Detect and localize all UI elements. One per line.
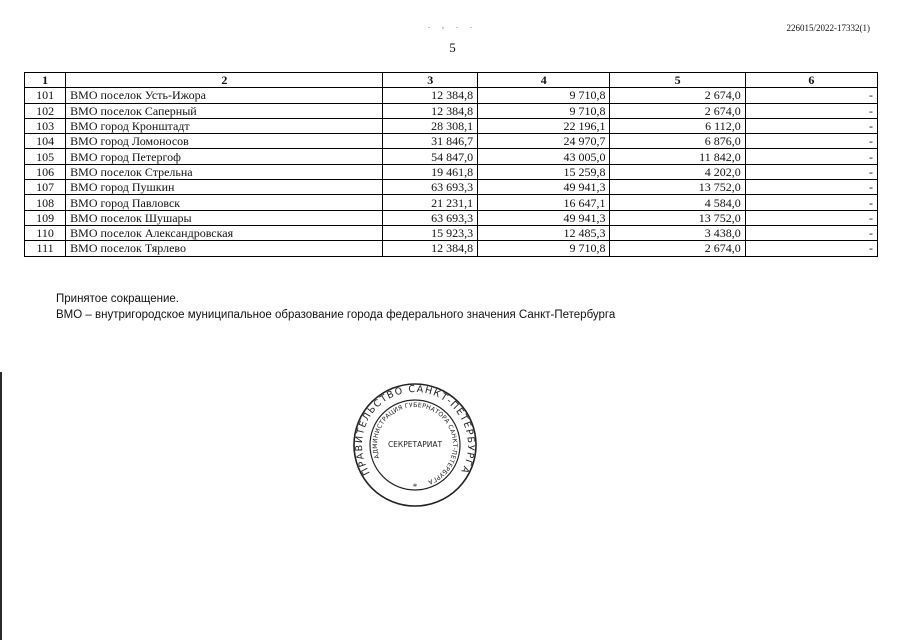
table-row (25, 164, 878, 179)
municipality-cell: ВМО город Кронштадт (66, 118, 383, 133)
value-cell: - (745, 103, 877, 118)
value-cell: - (745, 149, 877, 164)
column-header: 3 (383, 73, 478, 88)
column-header: 1 (25, 73, 66, 88)
table-row (25, 134, 878, 149)
value-cell: - (745, 164, 877, 179)
value-cell: 43 005,0 (478, 149, 610, 164)
abbreviation-definition: ВМО – внутригородское муниципальное образование города федерального значения Санкт-Петербурга (56, 309, 616, 321)
value-cell: 24 970,7 (478, 134, 610, 149)
value-cell: - (745, 225, 877, 240)
value-cell: 15 923,3 (383, 225, 478, 240)
table-row (25, 103, 878, 118)
table-row (25, 180, 878, 195)
value-cell: 2 674,0 (610, 103, 745, 118)
value-cell: 9 710,8 (478, 103, 610, 118)
municipality-cell: ВМО поселок Саперный (66, 103, 383, 118)
row-number-cell: 109 (25, 210, 66, 225)
value-cell: 4 584,0 (610, 195, 745, 210)
value-cell: 3 438,0 (610, 225, 745, 240)
column-header: 5 (610, 73, 745, 88)
value-cell: 49 941,3 (478, 210, 610, 225)
value-cell: 6 876,0 (610, 134, 745, 149)
municipality-cell: ВМО город Павловск (66, 195, 383, 210)
municipality-cell: ВМО поселок Александровская (66, 225, 383, 240)
table-row (25, 118, 878, 133)
row-number-cell: 107 (25, 180, 66, 195)
municipality-cell: ВМО поселок Тярлево (66, 241, 383, 256)
table-row (25, 88, 878, 103)
table-header-row (25, 73, 878, 88)
official-seal-stamp (352, 382, 478, 508)
municipality-cell: ВМО поселок Стрельна (66, 164, 383, 179)
allocation-table (24, 72, 878, 257)
table-row (25, 195, 878, 210)
value-cell: 16 647,1 (478, 195, 610, 210)
value-cell: 15 259,8 (478, 164, 610, 179)
value-cell: 11 842,0 (610, 149, 745, 164)
stamp-star-icon: * (412, 482, 418, 492)
value-cell: 6 112,0 (610, 118, 745, 133)
stamp-inner-text: АДМИНИСТРАЦИЯ ГУБЕРНАТОРА САНКТ-ПЕТЕРБУРГА (371, 401, 459, 486)
value-cell: 12 485,3 (478, 225, 610, 240)
row-number-cell: 106 (25, 164, 66, 179)
value-cell: 63 693,3 (383, 180, 478, 195)
row-number-cell: 103 (25, 118, 66, 133)
value-cell: 31 846,7 (383, 134, 478, 149)
value-cell: - (745, 134, 877, 149)
footnote (56, 291, 615, 323)
value-cell: 63 693,3 (383, 210, 478, 225)
value-cell: 13 752,0 (610, 180, 745, 195)
value-cell: 2 674,0 (610, 88, 745, 103)
value-cell: 4 202,0 (610, 164, 745, 179)
row-number-cell: 104 (25, 134, 66, 149)
municipality-cell: ВМО город Ломоносов (66, 134, 383, 149)
document-number: 226015/2022-17332(1) (786, 23, 870, 33)
stamp-center-text: СЕКРЕТАРИАТ (387, 440, 443, 449)
value-cell: - (745, 195, 877, 210)
municipality-cell: ВМО поселок Усть-Ижора (66, 88, 383, 103)
column-header: 4 (478, 73, 610, 88)
table-row (25, 225, 878, 240)
value-cell: 28 308,1 (383, 118, 478, 133)
value-cell: 54 847,0 (383, 149, 478, 164)
value-cell: - (745, 88, 877, 103)
column-header: 6 (745, 73, 877, 88)
row-number-cell: 101 (25, 88, 66, 103)
row-number-cell: 105 (25, 149, 66, 164)
value-cell: - (745, 210, 877, 225)
value-cell: 21 231,1 (383, 195, 478, 210)
row-number-cell: 111 (25, 241, 66, 256)
value-cell: - (745, 241, 877, 256)
value-cell: - (745, 118, 877, 133)
value-cell: 13 752,0 (610, 210, 745, 225)
municipality-cell: ВМО поселок Шушары (66, 210, 383, 225)
row-number-cell: 102 (25, 103, 66, 118)
municipality-cell: ВМО город Пушкин (66, 180, 383, 195)
page-number: 5 (449, 40, 456, 55)
value-cell: 9 710,8 (478, 88, 610, 103)
value-cell: 2 674,0 (610, 241, 745, 256)
value-cell: 12 384,8 (383, 103, 478, 118)
value-cell: 49 941,3 (478, 180, 610, 195)
value-cell: 12 384,8 (383, 241, 478, 256)
value-cell: 9 710,8 (478, 241, 610, 256)
scan-edge-line (0, 372, 2, 640)
value-cell: 12 384,8 (383, 88, 478, 103)
table-row (25, 210, 878, 225)
table-row (25, 149, 878, 164)
abbreviation-heading: Принятое сокращение. (56, 293, 179, 305)
column-header: 2 (66, 73, 383, 88)
municipality-cell: ВМО город Петергоф (66, 149, 383, 164)
table-row (25, 241, 878, 256)
stamp-outer-text: ПРАВИТЕЛЬСТВО САНКТ-ПЕТЕРБУРГА (353, 383, 477, 477)
row-number-cell: 110 (25, 225, 66, 240)
scan-marks: . , . . (428, 21, 477, 30)
value-cell: 19 461,8 (383, 164, 478, 179)
row-number-cell: 108 (25, 195, 66, 210)
value-cell: - (745, 180, 877, 195)
value-cell: 22 196,1 (478, 118, 610, 133)
